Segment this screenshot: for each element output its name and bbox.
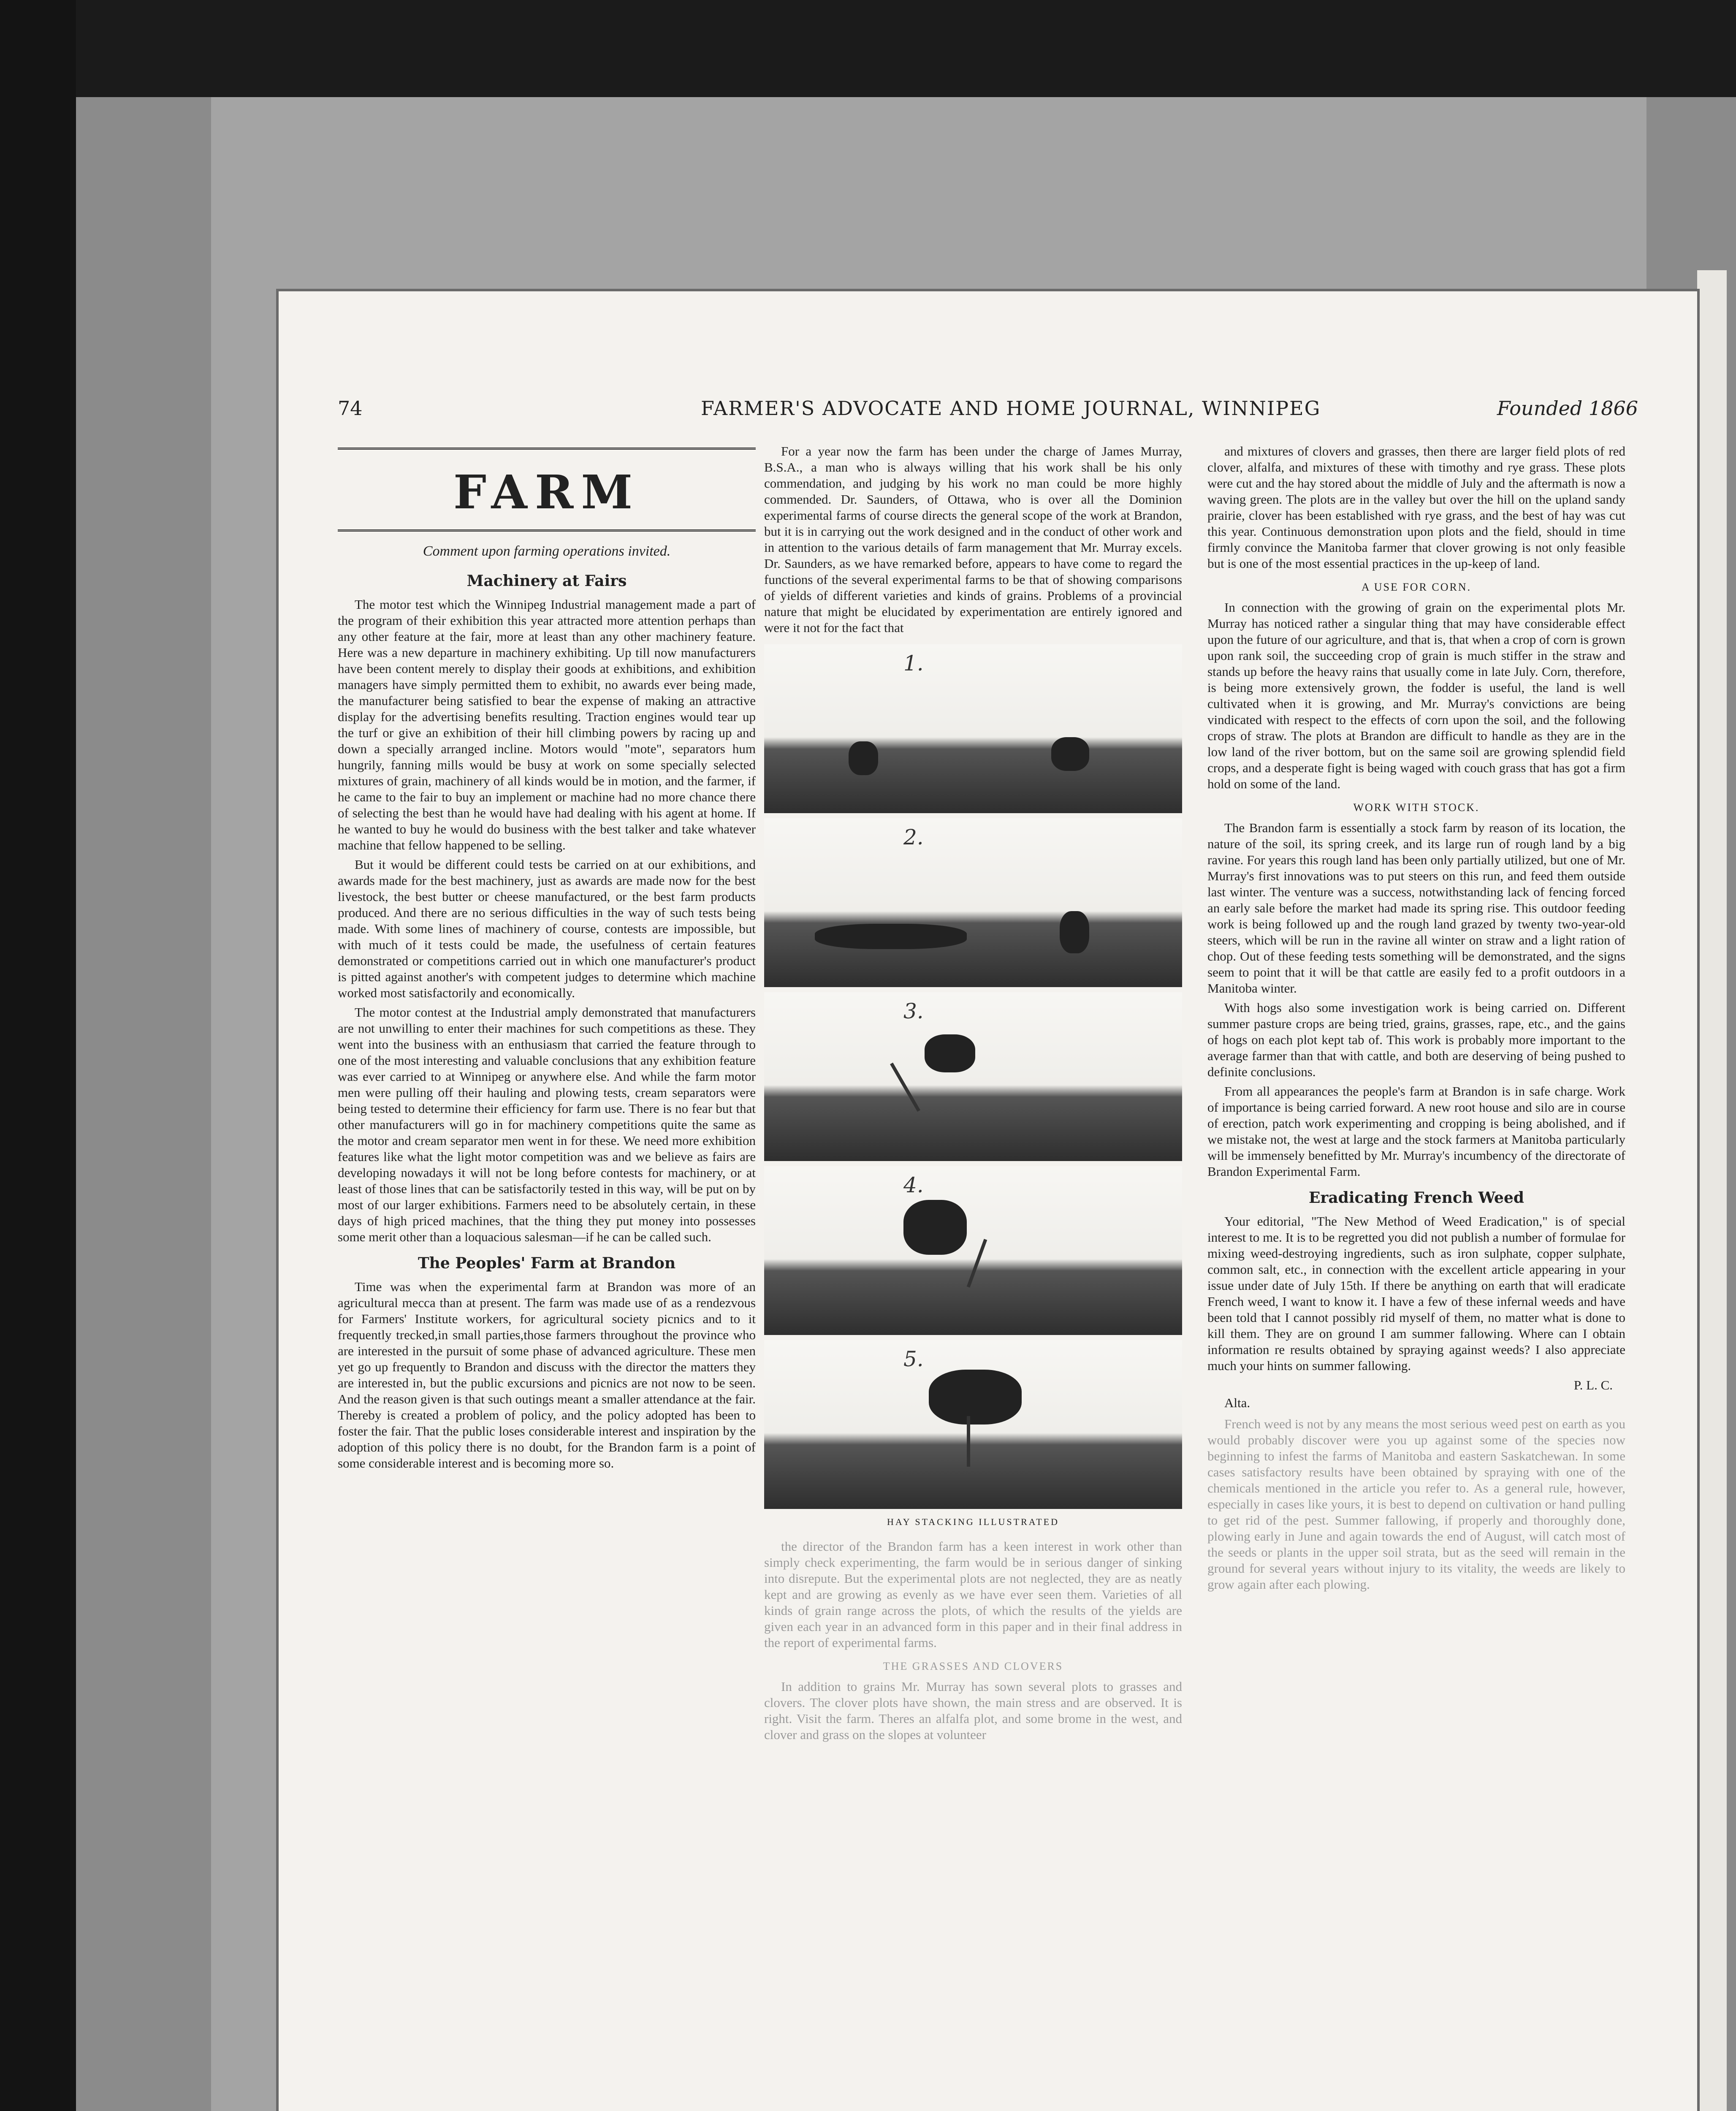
section-comment: Comment upon farming operations invited.: [423, 543, 671, 559]
paragraph: In connection with the growing of grain on the experimental plots Mr. Murray has noticed rather a singular thing that may have considerable effect upon the future of our agriculture, and that is, that when a crop of corn is grown upon rank soil, the succeeding crop of grain is much stiffer in the straw and stands up before the heavy rains that usually come in late July. Corn, therefore, is being more extensively grown, the fodder is useful, the land is well cultivated when it is growing, and Mr. Murray's convictions are being vindicated with respect to the effects of corn upon the soil, and the following crops of straw. The plots at Brandon are difficult to handle as they are in the low land of the river bottom, but on the same soil are growing splendid field crops, and a desperate fight is being waged with couch grass that has got a firm hold on some of the land.: [1207, 600, 1625, 791]
adjacent-page-edge: [1697, 270, 1727, 2111]
stacker-pole: [967, 1239, 987, 1287]
paragraph: In addition to grains Mr. Murray has sown several plots to grasses and clovers. The clover plots have shown, the main stress and are observed. It is right. Visit the farm. Theres an alfalfa plot, and some brome in the west, and clover and grass on the slopes at volunteer: [764, 1679, 1182, 1742]
stacker-pole: [967, 1416, 970, 1467]
column-2: [764, 443, 1182, 1746]
letter-signature: P. L. C.: [1573, 1378, 1613, 1392]
photo-label: 2.: [903, 825, 924, 849]
hay-bundle: [903, 1200, 967, 1255]
newspaper-page: [279, 291, 1697, 2111]
column-3: [1207, 443, 1625, 1596]
paragraph: the director of the Brandon farm has a keen interest in work other than simply check experimenting, the farm would be in serious danger of sinking into disrepute. But the experimental plots are not neglected, they are as neatly kept and are growing as evenly as we have ever seen them. Varieties of all kinds of grain range across the plots, of which the results of the yields are given each year in an advanced form in this paper and in their final address in the report of experimental farms.: [764, 1539, 1182, 1650]
paragraph: But it would be different could tests be carried on at our exhibitions, and awards made for the best machinery, just as awards are made now for the best livestock, the best butter or cheese manufactured, or the best farm products produced. And there are no serious difficulties in the way of such tests being made. With some lines of machinery of course, contests are impossible, but with much of it tests could be made, the usefulness of certain features demonstrated or competitions carried out in which one manufacturer's product is pitted against another's with competent judges to determine which machine worked most satisfactorily and economically.: [338, 857, 756, 1000]
subheading-grasses: THE GRASSES AND CLOVERS: [883, 1660, 1063, 1672]
paragraph: The Brandon farm is essentially a stock farm by reason of its location, the nature of the soil, its spring creek, and its large run of rough land by a big ravine. For years this rough land has been only partially utilized, but one of Mr. Murray's first innovations was to put steers on this run, and feed them outside last winter. The venture was a success, notwithstanding lack of fencing forced an early sale before the market had made its spring rise. This outdoor feeding work is being followed up and the rough land grazed by twenty two-year-old steers, which will be run in the ravine all winter on straw and a light ration of chop. Out of these feeding tests something will be demonstrated, and the signs seem to point that it will be that cattle are easily fed to a profit outdoors in a Manitoba winter.: [1207, 820, 1625, 996]
article-title-french-weed: Eradicating French Weed: [1308, 1189, 1524, 1207]
paragraph: From all appearances the people's farm at Brandon is in safe charge. Work of importance is being carried forward. A new root house and silo are in course of erection, patch work experimenting and cropping is being abolished, and if we mistake not, the west at large and the stock farmers at Manitoba particularly will be immensely benefitted by Mr. Murray's incumbency of the directorate of Brandon Experimental Farm.: [1207, 1084, 1625, 1179]
photo-2: [764, 818, 1182, 987]
photo-1: [764, 644, 1182, 813]
hay-windrow: [815, 924, 967, 949]
film-edge-left: [0, 0, 76, 2111]
section-title: FARM: [453, 465, 640, 519]
photo-4: [764, 1166, 1182, 1335]
hay-bundle: [929, 1370, 1022, 1425]
photo-strip: [764, 644, 1182, 1509]
photo-label: 3.: [903, 999, 924, 1023]
column-1: [338, 443, 756, 1475]
photo-label: 1.: [903, 651, 924, 676]
paragraph: Time was when the experimental farm at Brandon was more of an agricultural mecca than at present. The farm was made use of as a rendezvous for Farmers' Institute workers, for agricultural society picnics and to it frequently trecked,in small parties,those farmers throughout the province who are interested in the pursuit of some phase of advanced agriculture. These men yet go up frequently to Brandon and discuss with the director the matters they are interested in, but the public excursions and picnics are not now to be seen. And the reason given is that such outings meant a smaller attendance at the fair. Thereby is created a problem of policy, and the policy adopted has been to foster the fair. That the public loses considerable interest and inspiration by the adoption of this policy there is no doubt, for the Brandon farm is a point of some considerable interest and is becoming more so.: [338, 1279, 756, 1471]
subheading-stock: WORK WITH STOCK.: [1353, 801, 1480, 814]
paragraph: For a year now the farm has been under the charge of James Murray, B.S.A., a man who is always willing that his work shall be his only commendation, and judging by his work no man could be more highly commended. Dr. Saunders, of Ottawa, who is over all the Dominion experimental farms of course directs the general scope of the work at Brandon, but it is in carrying out the work designed and in the conduct of other work and in attention to the various details of farm management that Mr. Murray excels. Dr. Saunders, as we have remarked before, appears to have come to regard the functions of the several experimental farms to be that of showing comparisons of yields of different varieties and kinds of grains. Problems of a provincial nature that might be elucidated by experimentation are entirely ignored and were it not for the fact that: [764, 444, 1182, 635]
photo-label: 4.: [903, 1173, 924, 1197]
reply-paragraph: French weed is not by any means the most serious weed pest on earth as you would probably discover were you up against some of the species now beginning to infest the farms of Manitoba and eastern Saskatchewan. In some cases satisfactory results have been obtained by spraying with one of the chemicals mentioned in the article you refer to. As a general rule, however, especially in cases like yours, it is best to depend on cultivation or hand pulling to get rid of the pest. Summer fallowing, if properly and thoroughly done, plowing early in June and again towards the end of August, will catch most of the seeds or plants in the upper soil strata, but as the seed will remain in the ground for several years without injury to its vitality, the weeds are likely to grow again after each plowing.: [1207, 1416, 1625, 1592]
paragraph: With hogs also some investigation work is being carried on. Different summer pasture crops are being tried, grains, grasses, rape, etc., and the gains of hogs on each plot kept tab of. This work is probably more important to the average farmer than that with cattle, and both are deserving of being pushed to definite conclusions.: [1207, 1000, 1625, 1079]
photo-5: [764, 1340, 1182, 1509]
photo-3: [764, 992, 1182, 1161]
page-header: [338, 397, 1638, 426]
subheading-corn: A USE FOR CORN.: [1361, 581, 1472, 593]
page-number: 74: [338, 397, 363, 420]
stacker-pole: [890, 1063, 920, 1112]
article-title-machinery: Machinery at Fairs: [467, 572, 627, 590]
horse-figure: [1060, 911, 1089, 953]
paragraph: The motor contest at the Industrial amply demonstrated that manufacturers are not unwilling to enter their machines for such competitions as these. They went into the business with an enthusiasm that carried the feature through to one of the most interesting and valuable conclusions that any exhibition feature was ever carried to at Winnipeg or anywhere else. And while the farm motor men were pulling off their hauling and plowing tests, cream separators were being tested to determine their efficiency for farm use. There is no fear but that other manufacturers will go in for machinery competitions quite the same as the motor and cream separator men went in for these. We need more exhibition features like what the light motor competition was and we believe as fairs are developing nowadays it will not be long before contests for machinery, or at least of those lines that can be satisfactorily tested in this way, will be put on by most of our larger exhibitions. Farmers need to be absolutely certain, in these days of high priced machines, that the thing they put money into possesses some merit other than a loquacious salesman—if he can be called such.: [338, 1005, 756, 1244]
section-rule-top: [338, 448, 756, 452]
paragraph: The motor test which the Winnipeg Industrial management made a part of the program of their exhibition this year attracted more attention perhaps than any other feature at the fair, more at least than any other machinery feature. Here was a new departure in machinery exhibiting. Up till now manufacturers have been content merely to display their goods at exhibitions, and exhibition managers have simply permitted them to exhibit, no awards ever being made, the manufacturer being satisfied to bear the expense of making an attractive display for the advertising benefits resulting. Traction engines would tear up the turf or give an exhibition of their hill climbing powers by racing up and down a specially arranged incline. Motors would "mote", separators hum hungrily, fanning mills would be busy at work on some specially selected mixtures of grain, machinery of all kinds would be in motion, and the farmer, if he came to the fair to buy an implement or machine had no more chance there of selecting the best than he would have had dealing with his agent at home. If he wanted to buy he would do business with the best talker and take whatever machine that fellow happened to be selling.: [338, 597, 756, 852]
letter-paragraph: Your editorial, "The New Method of Weed Eradication," is of special interest to me. It is to be regretted you did not publish a number of formulae for mixing weed-destroying ingredients, such as iron sulphate, copper sulphate, common salt, etc., in connection with the excellent article appearing in your issue under date of July 15th. If there be anything on earth that will eradicate French weed, I want to know it. I have a few of these infernal weeds and have been told that I cannot possibly rid myself of them, no matter what is done to kill them. They are on ground I am summer fallowing. Where can I obtain information re results obtained by spraying against weeds? I also appreciate much your hints on summer fallowing.: [1207, 1214, 1625, 1373]
section-rule-bottom: [338, 529, 756, 534]
paragraph: and mixtures of clovers and grasses, then there are larger field plots of red clover, alfalfa, and mixtures of these with timothy and rye grass. These plots were cut and the hay stored about the middle of July and the aftermath is now a waving green. The plots are in the valley but over the hill on the upland sandy prairie, clover has been established with rye grass, and the best of hay was cut this year. Continuous demonstration upon plots and the field, should in time firmly convince the Manitoba farmer that clover growing is not only feasible but is one of the most essential practices in the up-keep of land.: [1207, 444, 1625, 571]
horse-figure: [849, 741, 878, 775]
photo-label: 5.: [903, 1347, 924, 1371]
photo-caption: HAY STACKING ILLUSTRATED: [887, 1517, 1059, 1527]
letter-place: Alta.: [1224, 1395, 1250, 1410]
horse-figure: [1051, 737, 1089, 771]
founded-note: Founded 1866: [1497, 397, 1638, 420]
publication-title: FARMER'S ADVOCATE AND HOME JOURNAL, WINNIPEG: [701, 397, 1321, 420]
article-title-peoples-farm: The Peoples' Farm at Brandon: [418, 1254, 676, 1272]
hay-bundle: [925, 1034, 975, 1072]
